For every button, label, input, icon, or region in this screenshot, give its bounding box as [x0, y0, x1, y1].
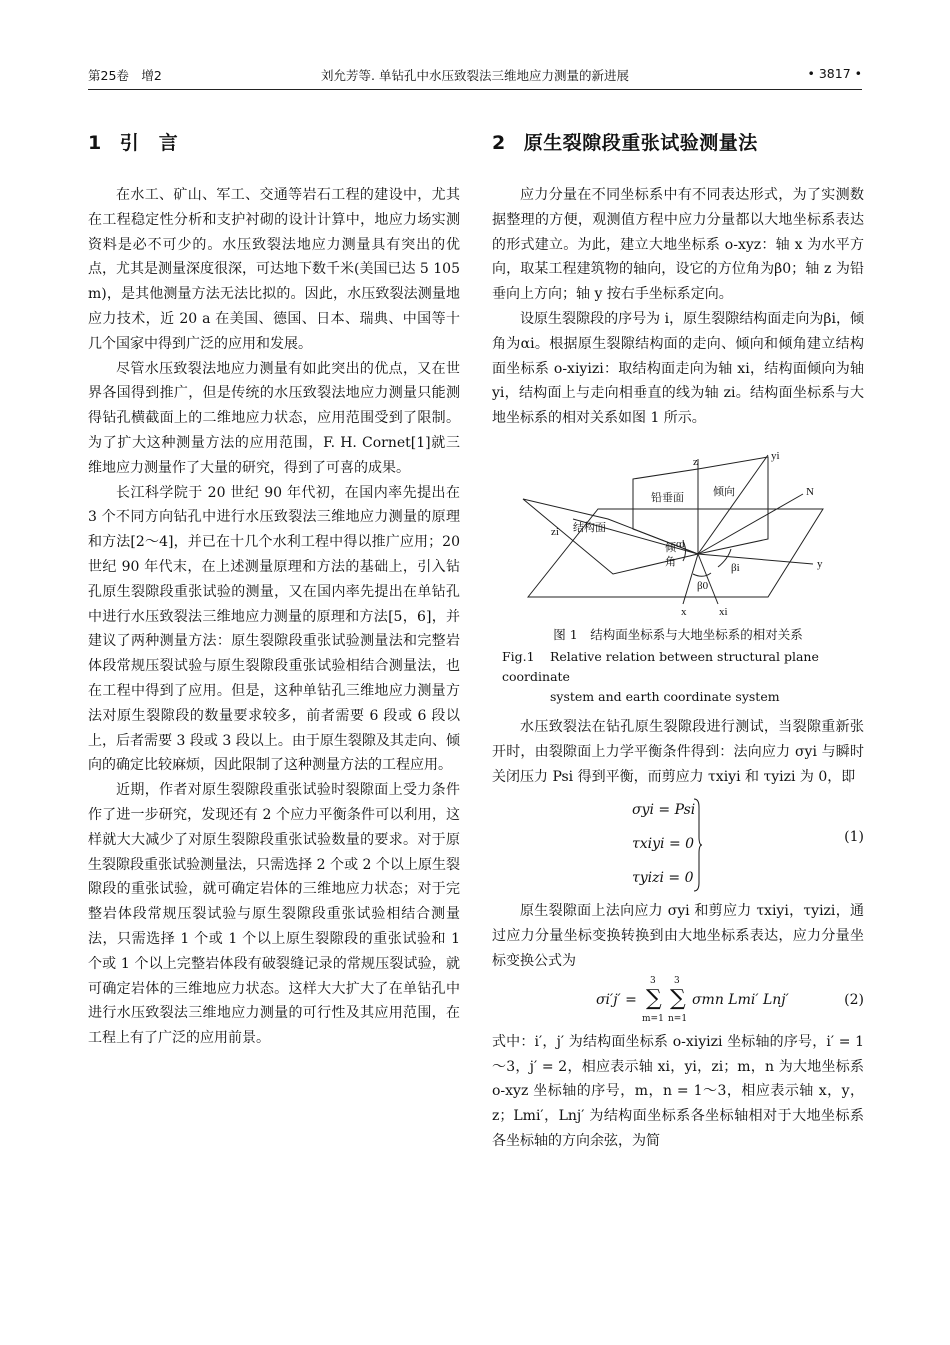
section-1-title: 引 言 [119, 132, 179, 154]
label-beta-i: βi [731, 561, 740, 574]
eq1-number: (1) [844, 829, 864, 846]
intro-paragraph-2: 尽管水压致裂法地应力测量有如此突出的优点，又在世界各国得到推广，但是传统的水压致裂法地应力测量只能测得钻孔横截面上的二维地应力状态，应用范围受到了限制。为了扩大这种测量方法的应用范围，F. H. Cornet[1]就三维地应力测量作了大量的研究，得到了可喜的成果。 [88, 360, 460, 476]
figure-caption-en [492, 647, 864, 707]
eq2-sum2-symbol: ∑ [670, 985, 686, 1011]
equation-1 [492, 793, 864, 895]
y-axis [698, 554, 813, 564]
section-2-number: 2 [492, 132, 506, 154]
label-structural-plane: 结构面 [573, 521, 606, 534]
label-dip-direction: 倾向 [713, 485, 735, 498]
right-column [492, 128, 864, 1154]
intro-paragraph-4: 近期，作者对原生裂隙段重张试验时裂隙面上受力条件作了进一步研究，发现还有 2 个应力平衡条件可以利用，这样就大大减少了对原生裂隙段重张试验数量的要求。对于原生裂隙段重张试验测量法，只需选择 2 个或 2 个以上原生裂隙段的重张试验，就可确定岩体的三维地应力状态；对于完整岩体段常规压裂试验与原生裂隙段重张试验相结合测量法，只需选择 1 个或 1 个以上原生裂隙段的重张试验和 1 个或 1 个以上完整岩体段有破裂缝记录的常规压裂试验，就可确定岩体的三维地应力状态。这样大大扩大了在单钻孔中进行水压致裂法三维地应力测量的可行性及其应用范围，在工程上有了广泛的应用前景。 [88, 782, 460, 1047]
eq2-rhs: σmn Lmi′ Lnj′ [692, 991, 789, 1008]
label-xi: xi [719, 605, 728, 618]
beta-i-arc [718, 549, 731, 567]
running-header [88, 66, 862, 86]
eq1-line3: τyizi = 0 [632, 870, 694, 887]
label-z: z [693, 455, 698, 468]
yi-axis [698, 455, 768, 554]
eq1-line2: τxiyi = 0 [632, 836, 695, 853]
eq2-sum1-bottom: m=1 [642, 1013, 664, 1024]
figure-caption-cn: 图 1 结构面坐标系与大地坐标系的相对关系 [553, 626, 803, 642]
label-zi: zi [551, 525, 559, 538]
figure-1 [492, 449, 864, 707]
figure-caption-en-line2: system and earth coordinate system [550, 688, 780, 704]
eq1-line1: σyi = Psi [632, 802, 696, 819]
header-volume: 第25卷 增2 [88, 68, 162, 83]
eq2-sum1-top: 3 [650, 975, 656, 986]
label-beta0: β0 [697, 579, 709, 592]
section2-paragraph-5: 式中：i′，j′ 为结构面坐标系 o-xiyizi 坐标轴的序号，i′ = 1～3，j′ = 2，相应表示轴 xi，yi，zi；m，n 为大地坐标系 o-xyz 坐标轴的序号，m，n = 1～3，相应表示轴 x，y，z；Lmi′，Lnj′ 为结构面坐标系各坐标轴相对于大地坐标系各坐标轴的方向余弦，为简 [492, 1033, 864, 1149]
eq2-lhs: σi′j′ = [596, 991, 637, 1008]
section-1-heading [88, 128, 460, 155]
equation-2 [492, 974, 864, 1030]
header-page-number: • 3817 • [807, 66, 862, 81]
eq2-sum2-bottom: n=1 [668, 1013, 688, 1024]
left-column [88, 128, 460, 1051]
beta0-arc [693, 573, 711, 576]
coordinate-diagram [513, 449, 843, 619]
label-vertical-plane: 铅垂面 [651, 491, 684, 504]
section-2-title: 原生裂隙段重张试验测量法 [523, 132, 758, 154]
header-rule [88, 89, 862, 90]
section2-paragraph-4: 原生裂隙面上法向应力 σyi 和剪应力 τxiyi，τyizi，通过应力分量坐标变换转换到由大地坐标系表达，应力分量坐标变换公式为 [492, 903, 864, 969]
label-north: N [806, 485, 814, 498]
section2-paragraph-1: 应力分量在不同坐标系中有不同表达形式，为了实测数据整理的方便，观测值方程中应力分量都以大地坐标系表达的形式建立。为此，建立大地坐标系 o-xyz：轴 x 为水平方向，取某工程建筑物的轴向，设它的方位角为β0；轴 z 为铅垂向上方向；轴 y 按右手坐标系定向。 [492, 187, 864, 303]
intro-paragraph-1: 在水工、矿山、军工、交通等岩石工程的建设中，尤其在工程稳定性分析和支护衬砌的设计计算中，地应力场实测资料是必不可少的。水压致裂法地应力测量具有突出的优点，尤其是测量深度很深，可达地下数千米(美国已达 5 105 m)，是其他测量方法无法比拟的。因此，水压致裂法测量地应力技术，近 20 a 在美国、德国、日本、瑞典、中国等十几个国家中得到广泛的应用和发展。 [88, 187, 460, 352]
label-yi: yi [771, 449, 780, 462]
eq2-number: (2) [844, 991, 864, 1008]
section-1-number: 1 [88, 132, 102, 154]
intro-paragraph-3: 长江科学院于 20 世纪 90 年代初，在国内率先提出在 3 个不同方向钻孔中进行水压致裂法三维地应力测量的原理和方法[2～4]，并已在十几个水利工程中得以推广应用；20 世纪 90 年代末，在上述测量原理和方法的基础上，引入钻孔原生裂隙段重张试验的测量，又在国内率先提出在单钻孔中进行水压致裂法三维地应力测量的原理和方法[5，6]，并建议了两种测量方法：原生裂隙段重张试验测量法和完整岩体段常规压裂试验与原生裂隙段重张试验相结合测量法，也在工程中得到了应用。但是，这种单钻孔三维地应力测量方法对原生裂隙段的数量要求较多，前者需要 6 段或 6 段以上，后者需要 3 段或 3 段以上。由于原生裂隙及其走向、倾向的确定比较麻烦，因此限制了这种测量方法的工程应用。 [88, 484, 460, 774]
eq2-sum1-symbol: ∑ [646, 985, 662, 1011]
label-dip-1: 倾 [665, 541, 676, 554]
section-2-heading [492, 128, 864, 155]
label-dip-2: 角 [665, 555, 676, 568]
section2-paragraph-2: 设原生裂隙段的序号为 i，原生裂隙结构面走向为βi，倾角为αi。根据原生裂隙结构面的走向、倾向和倾角建立结构面坐标系 o-xiyizi：取结构面走向为轴 xi，结构面倾向为轴 yi，结构面上与走向相垂直的线为轴 zi。结构面坐标系与大地坐标系的相对关系如图 1 所示。 [492, 310, 864, 427]
label-alpha: αi [676, 537, 685, 550]
label-x: x [681, 605, 687, 618]
figure-label-en: Fig.1 [502, 648, 535, 664]
eq2-sum2-top: 3 [674, 975, 680, 986]
label-y: y [817, 557, 823, 570]
eq1-brace [692, 797, 702, 893]
north-line [698, 494, 803, 554]
section2-paragraph-3: 水压致裂法在钻孔原生裂隙段进行测试，当裂隙重新张开时，由裂隙面上力学平衡条件得到：法向应力 σyi 与瞬时关闭压力 Psi 得到平衡，而剪应力 τxiyi 和 τyizi 为 0，即 [492, 718, 864, 785]
figure-caption-en-line1: Relative relation between structural plane coordinate [502, 648, 819, 684]
header-title: 刘允芳等. 单钻孔中水压致裂法三维地应力测量的新进展 [321, 68, 629, 83]
